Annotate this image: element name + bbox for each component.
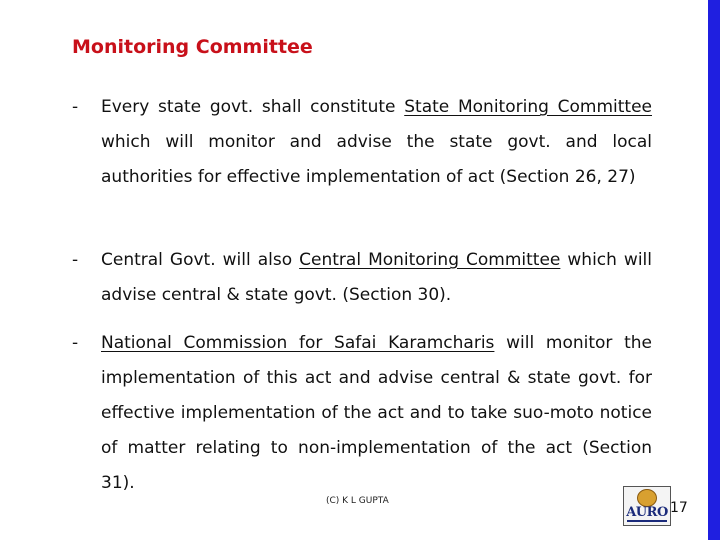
bullet-dash: - bbox=[72, 250, 79, 270]
bullet-text: Central Govt. will also Central Monitoring Committee which will advise central & state govt. (Section 30). bbox=[101, 250, 653, 305]
logo-text: AURO bbox=[626, 505, 668, 520]
footer-copyright: (C) K L GUPTA bbox=[326, 496, 389, 506]
bullet-central-committee bbox=[72, 243, 652, 313]
side-accent-bar bbox=[708, 0, 720, 540]
page-number: 17 bbox=[670, 500, 688, 516]
underlined-term: National Commission for Safai Karamcharis bbox=[101, 333, 495, 353]
bullet-text: Every state govt. shall constitute State Monitoring Committee which will monitor and advise the state govt. and local authorities for effective implementation of act (Section 26, 27) bbox=[101, 97, 652, 187]
bullet-dash: - bbox=[72, 97, 79, 117]
slide-title: Monitoring Committee bbox=[72, 36, 313, 58]
underlined-term: Central Monitoring Committee bbox=[299, 250, 561, 270]
bullet-text: National Commission for Safai Karamcharis will monitor the implementation of this act and advise central & state govt. for effective implementation of the act and to take suo-moto notice of matter relating to non-implementation of the act (Section 31). bbox=[101, 333, 653, 493]
bullet-dash: - bbox=[72, 333, 79, 353]
bullet-state-committee bbox=[72, 90, 652, 195]
auro-logo bbox=[623, 486, 671, 526]
bullet-national-commission bbox=[72, 326, 652, 501]
underlined-term: State Monitoring Committee bbox=[404, 97, 652, 117]
logo-underline bbox=[627, 520, 667, 522]
